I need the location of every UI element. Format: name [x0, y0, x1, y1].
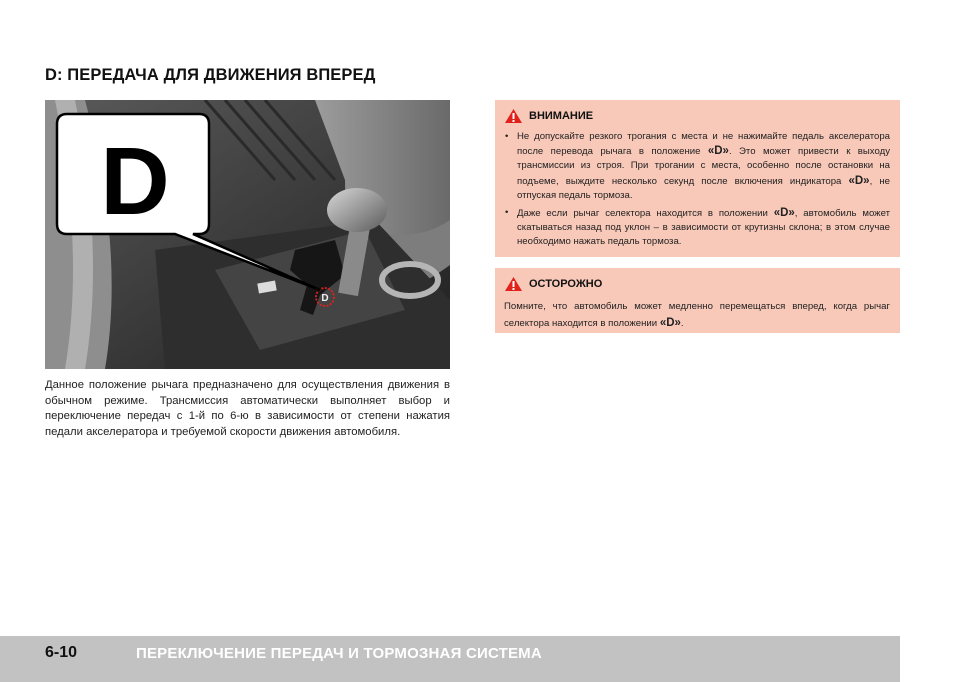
- text-run: . Это может привести к выходу трансмиссии из строя. При трогании с места, особенно после остановки на подъеме, выждите несколько секунд после включения индикатора: [517, 146, 890, 187]
- callout-letter: D: [100, 128, 170, 235]
- caution-box: [495, 268, 900, 333]
- gear-selector-illustration: [45, 100, 450, 369]
- caution-text: [504, 298, 890, 332]
- text-run: Даже если рычаг селектора находится в положении: [517, 208, 774, 220]
- warning-box: [495, 100, 900, 257]
- page-title: D: ПЕРЕДАЧА ДЛЯ ДВИЖЕНИЯ ВПЕРЕД: [45, 66, 376, 84]
- text-run: Не допускайте резкого трогания с места и не нажимайте педаль акселератора после перевода рычага в положение: [517, 131, 890, 158]
- warning-list: [504, 130, 890, 250]
- warning-triangle-icon: [504, 108, 523, 124]
- caution-heading: ОСТОРОЖНО: [529, 278, 603, 290]
- text-run: Помните, что автомобиль может медленно перемещаться вперед, когда рычаг селектора находится в положении: [504, 301, 890, 329]
- caution-header: [504, 276, 890, 292]
- d-symbol: «D»: [848, 174, 870, 187]
- d-symbol: «D»: [659, 317, 681, 329]
- warning-header: [504, 108, 890, 124]
- section-title: ПЕРЕКЛЮЧЕНИЕ ПЕРЕДАЧ И ТОРМОЗНАЯ СИСТЕМА: [136, 645, 542, 662]
- text-run: .: [680, 318, 684, 329]
- description-paragraph: Данное положение рычага предназначено для осуществления движения в обычном режиме. Трансмиссия автоматически выполняет выбор и переключение передач с 1-й по 6-ю в зависимости от степени нажатия педали акселератора и требуемой скорости движения автомобиля.: [45, 379, 450, 438]
- warning-triangle-icon: [504, 276, 523, 292]
- list-item: [504, 206, 890, 250]
- page-footer: [0, 636, 900, 682]
- d-symbol: «D»: [773, 207, 795, 220]
- text-run: , не отпуская педаль тормоза.: [517, 175, 890, 201]
- text-run: , автомобиль может скатываться назад под уклон – в зависимости от крутизны склона; в этом случае необходимо нажать педаль тормоза.: [517, 208, 890, 248]
- page-number: 6-10: [45, 644, 78, 661]
- gear-selector-photo: [45, 100, 450, 369]
- d-symbol: «D»: [707, 145, 729, 158]
- lever-d-label: D: [321, 293, 329, 304]
- list-item: [504, 130, 890, 203]
- warning-heading: ВНИМАНИЕ: [529, 110, 594, 122]
